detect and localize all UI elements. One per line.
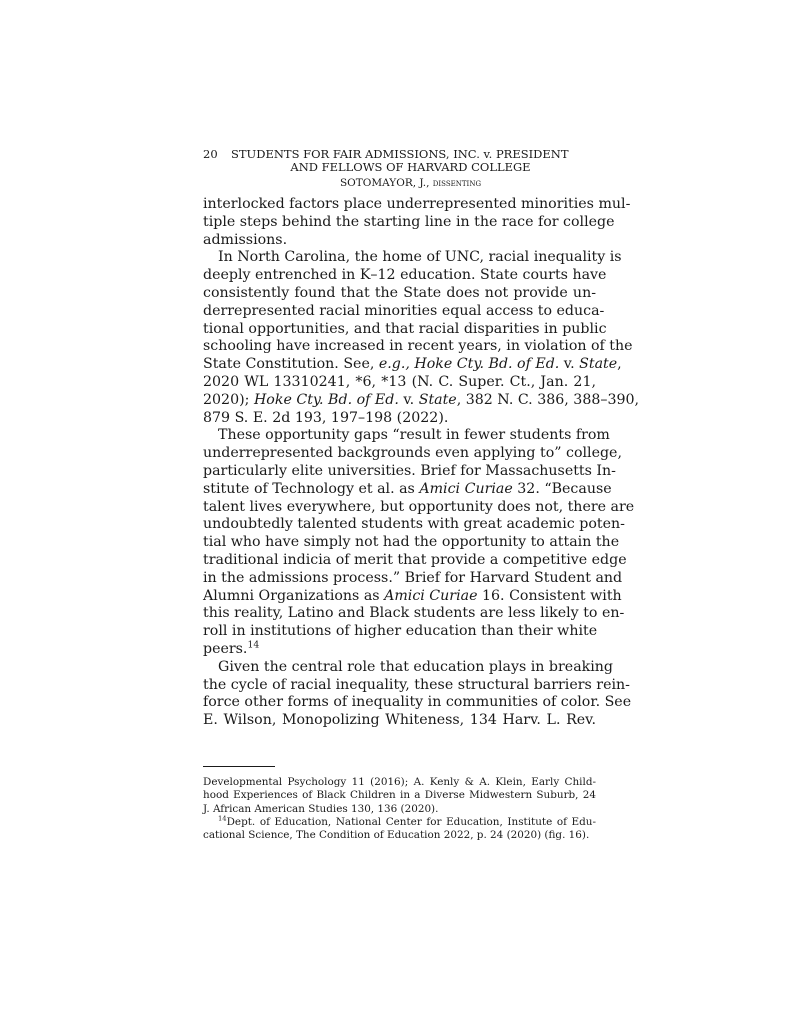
page-number: 20: [203, 147, 218, 161]
footnote-separator: [203, 766, 275, 767]
body-line: in the admissions process.” Brief for Harvard Student and: [203, 569, 623, 586]
case-title-line-2: AND FELLOWS OF HARVARD COLLEGE: [290, 160, 531, 174]
italic-citation: State: [579, 356, 618, 373]
body-line: particularly elite universities. Brief for Massachusetts In-: [203, 462, 616, 479]
body-line-with-footnote: [203, 641, 596, 659]
body-line: 2020); Hoke Cty. Bd. of Ed. v. State, 382 N. C. 386, 388–390,: [203, 391, 640, 408]
footnote-line: Developmental Psychology 11 (2016); A. Kenly & A. Klein, Early Child-: [203, 775, 596, 788]
footnote-line: cational Science, The Condition of Education 2022, p. 24 (2020) (fig. 16).: [203, 829, 590, 842]
italic-citation: State: [418, 391, 457, 408]
body-line: tiple steps behind the starting line in the race for college: [203, 213, 615, 230]
running-header: [203, 148, 596, 190]
footnotes: [203, 776, 596, 842]
body-line: the cycle of racial inequality, these structural barriers rein-: [203, 676, 630, 693]
body-line: stitute of Technology et al. as Amici Curiae 32. “Because: [203, 480, 612, 497]
body-line: consistently found that the State does not provide un-: [203, 284, 596, 301]
header-line-1: [203, 148, 596, 161]
italic-citation: Amici Curiae: [419, 480, 513, 497]
body-line: In North Carolina, the home of UNC, racial inequality is: [218, 249, 622, 266]
italic-citation: Hoke Cty. Bd. of Ed.: [414, 356, 560, 373]
italic-citation: e.g.,: [378, 356, 410, 373]
body-line: interlocked factors place underrepresented minorities mul-: [203, 196, 631, 212]
body-line: Given the central role that education plays in breaking: [218, 658, 614, 675]
body-line: traditional indicia of merit that provide a competitive edge: [203, 551, 627, 568]
body-line: tial who have simply not had the opportunity to attain the: [203, 534, 620, 551]
body-line: tional opportunities, and that racial disparities in public: [203, 320, 607, 337]
body-line: 879 S. E. 2d 193, 197–198 (2022).: [203, 409, 449, 426]
body-line: deeply entrenched in K–12 education. State courts have: [203, 267, 607, 284]
footnote-line: hood Experiences of Black Children in a Diverse Midwestern Suburb, 24: [203, 789, 596, 802]
footnote-line: J. African American Studies 130, 136 (2020).: [203, 802, 439, 815]
case-title-line-1: STUDENTS FOR FAIR ADMISSIONS, INC. v. PRESIDENT: [231, 147, 569, 161]
footnote-line: Dept. of Education, National Center for Education, Institute of Edu-: [226, 815, 596, 828]
opinion-body: [203, 196, 640, 730]
body-line: schooling have increased in recent years, in violation of the: [203, 338, 633, 355]
footnote-reference[interactable]: 14: [247, 639, 260, 651]
body-line-text: peers.: [203, 640, 248, 657]
body-line: 2020 WL 13310241, *6, *13 (N. C. Super. Ct., Jan. 21,: [203, 373, 596, 390]
body-line: derrepresented racial minorities equal access to educa-: [203, 302, 605, 319]
page-content: [203, 147, 640, 842]
opinion-author: SOTOMAYOR, J., dissenting: [339, 177, 482, 189]
body-line: force other forms of inequality in communities of color. See: [203, 694, 632, 711]
footnote-number: 14: [218, 814, 227, 823]
body-line: State Constitution. See, e.g., Hoke Cty. Bd. of Ed. v. State,: [203, 356, 622, 373]
body-line: Alumni Organizations as Amici Curiae 16. Consistent with: [203, 587, 622, 604]
body-line: this reality, Latino and Black students are less likely to en-: [203, 605, 625, 622]
body-line: talent lives everywhere, but opportunity does not, there are: [203, 498, 635, 515]
body-line: admissions.: [203, 231, 288, 248]
italic-citation: Amici Curiae: [384, 587, 478, 604]
italic-citation: Hoke Cty. Bd. of Ed.: [253, 391, 399, 408]
footnote-14: [203, 816, 596, 829]
body-line: E. Wilson, Monopolizing Whiteness, 134 Harv. L. Rev.: [203, 712, 596, 729]
body-line: roll in institutions of higher education than their white: [203, 623, 598, 640]
body-line: underrepresented backgrounds even applying to” college,: [203, 445, 622, 462]
body-line: These opportunity gaps “result in fewer students from: [218, 427, 610, 444]
body-line: undoubtedly talented students with great academic poten-: [203, 516, 625, 533]
